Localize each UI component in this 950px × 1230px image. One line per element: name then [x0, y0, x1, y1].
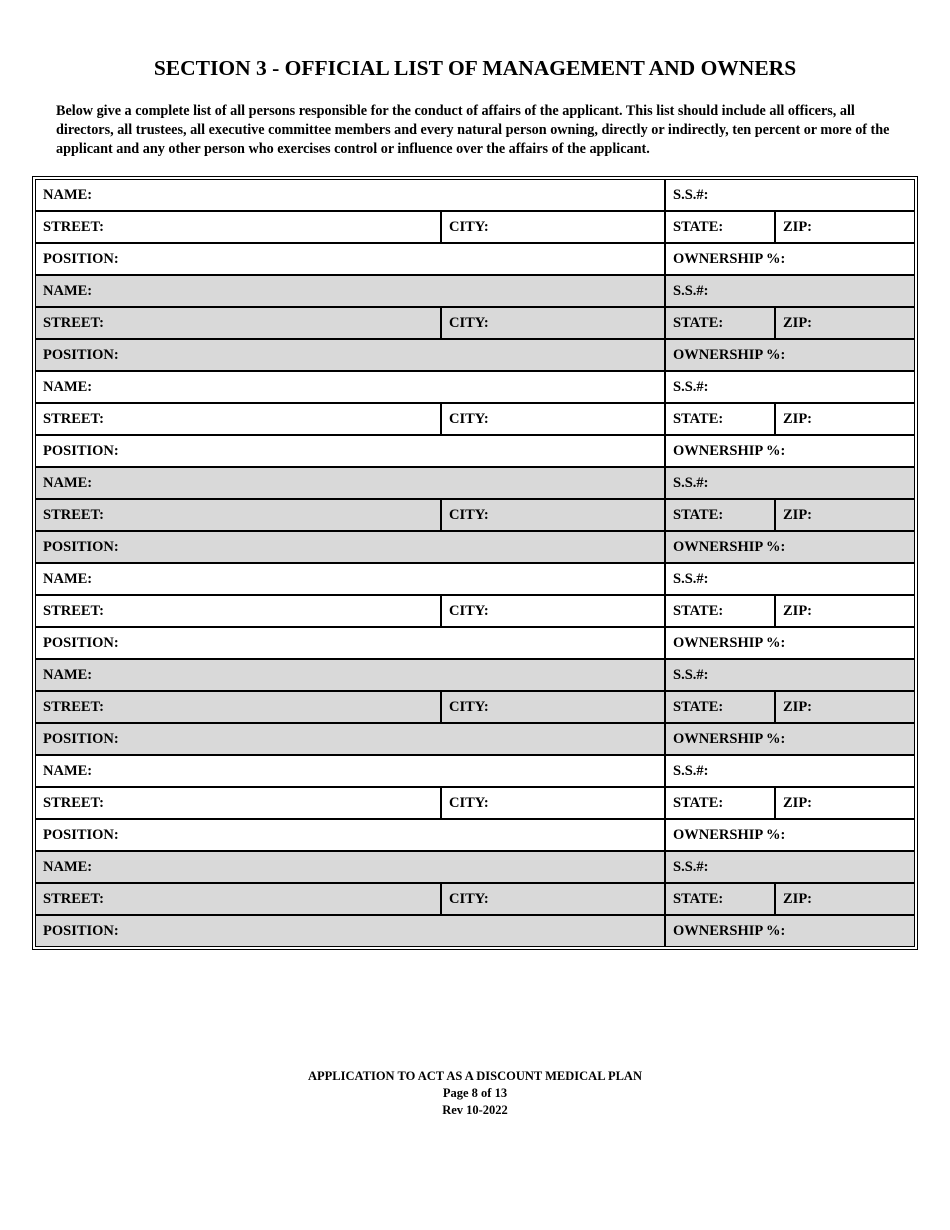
- ownership-percent-field[interactable]: OWNERSHIP %:: [665, 531, 915, 563]
- city-field[interactable]: CITY:: [441, 787, 665, 819]
- position-field[interactable]: POSITION:: [35, 819, 665, 851]
- state-field[interactable]: STATE:: [665, 787, 775, 819]
- ss-number-field[interactable]: S.S.#:: [665, 371, 915, 403]
- page-footer: [0, 1068, 950, 1119]
- street-field[interactable]: STREET:: [35, 307, 441, 339]
- ss-number-field[interactable]: S.S.#:: [665, 275, 915, 307]
- state-field[interactable]: STATE:: [665, 691, 775, 723]
- footer-form-title: APPLICATION TO ACT AS A DISCOUNT MEDICAL PLAN: [308, 1069, 642, 1083]
- state-field[interactable]: STATE:: [665, 211, 775, 243]
- zip-field[interactable]: ZIP:: [775, 883, 915, 915]
- zip-field[interactable]: ZIP:: [775, 691, 915, 723]
- zip-field[interactable]: ZIP:: [775, 499, 915, 531]
- person-entry: [35, 275, 915, 371]
- zip-field[interactable]: ZIP:: [775, 787, 915, 819]
- name-field[interactable]: NAME:: [35, 563, 665, 595]
- name-field[interactable]: NAME:: [35, 179, 665, 211]
- ownership-percent-field[interactable]: OWNERSHIP %:: [665, 915, 915, 947]
- zip-field[interactable]: ZIP:: [775, 403, 915, 435]
- ownership-percent-field[interactable]: OWNERSHIP %:: [665, 339, 915, 371]
- position-field[interactable]: POSITION:: [35, 435, 665, 467]
- ownership-percent-field[interactable]: OWNERSHIP %:: [665, 243, 915, 275]
- name-field[interactable]: NAME:: [35, 755, 665, 787]
- zip-field[interactable]: ZIP:: [775, 307, 915, 339]
- state-field[interactable]: STATE:: [665, 499, 775, 531]
- position-field[interactable]: POSITION:: [35, 723, 665, 755]
- city-field[interactable]: CITY:: [441, 691, 665, 723]
- name-field[interactable]: NAME:: [35, 467, 665, 499]
- ss-number-field[interactable]: S.S.#:: [665, 467, 915, 499]
- city-field[interactable]: CITY:: [441, 211, 665, 243]
- name-field[interactable]: NAME:: [35, 659, 665, 691]
- state-field[interactable]: STATE:: [665, 883, 775, 915]
- zip-field[interactable]: ZIP:: [775, 211, 915, 243]
- ss-number-field[interactable]: S.S.#:: [665, 755, 915, 787]
- street-field[interactable]: STREET:: [35, 211, 441, 243]
- state-field[interactable]: STATE:: [665, 595, 775, 627]
- person-entry: [35, 659, 915, 755]
- position-field[interactable]: POSITION:: [35, 243, 665, 275]
- footer-revision: Rev 10-2022: [442, 1103, 508, 1117]
- city-field[interactable]: CITY:: [441, 883, 665, 915]
- management-owners-form: [32, 176, 918, 950]
- street-field[interactable]: STREET:: [35, 787, 441, 819]
- city-field[interactable]: CITY:: [441, 403, 665, 435]
- person-entry: [35, 371, 915, 467]
- person-entry: [35, 467, 915, 563]
- ownership-percent-field[interactable]: OWNERSHIP %:: [665, 819, 915, 851]
- city-field[interactable]: CITY:: [441, 595, 665, 627]
- footer-page-number: Page 8 of 13: [442, 1086, 508, 1100]
- name-field[interactable]: NAME:: [35, 371, 665, 403]
- name-field[interactable]: NAME:: [35, 851, 665, 883]
- position-field[interactable]: POSITION:: [35, 915, 665, 947]
- street-field[interactable]: STREET:: [35, 883, 441, 915]
- ownership-percent-field[interactable]: OWNERSHIP %:: [665, 723, 915, 755]
- position-field[interactable]: POSITION:: [35, 339, 665, 371]
- person-entry: [35, 755, 915, 851]
- ss-number-field[interactable]: S.S.#:: [665, 179, 915, 211]
- person-entry: [35, 563, 915, 659]
- zip-field[interactable]: ZIP:: [775, 595, 915, 627]
- ownership-percent-field[interactable]: OWNERSHIP %:: [665, 627, 915, 659]
- street-field[interactable]: STREET:: [35, 595, 441, 627]
- state-field[interactable]: STATE:: [665, 403, 775, 435]
- person-entry: [35, 179, 915, 275]
- city-field[interactable]: CITY:: [441, 499, 665, 531]
- form-inner: [35, 179, 915, 947]
- page-title: SECTION 3 - OFFICIAL LIST OF MANAGEMENT AND OWNERS: [153, 56, 797, 80]
- street-field[interactable]: STREET:: [35, 691, 441, 723]
- ss-number-field[interactable]: S.S.#:: [665, 563, 915, 595]
- name-field[interactable]: NAME:: [35, 275, 665, 307]
- ownership-percent-field[interactable]: OWNERSHIP %:: [665, 435, 915, 467]
- person-entry: [35, 851, 915, 947]
- ss-number-field[interactable]: S.S.#:: [665, 659, 915, 691]
- ss-number-field[interactable]: S.S.#:: [665, 851, 915, 883]
- state-field[interactable]: STATE:: [665, 307, 775, 339]
- street-field[interactable]: STREET:: [35, 403, 441, 435]
- street-field[interactable]: STREET:: [35, 499, 441, 531]
- instructions-paragraph: Below give a complete list of all persons responsible for the conduct of affairs of the applicant. This list should include all officers, all directors, all trustees, all executive committee members and every natural person owning, directly or indirectly, ten percent or more of the applicant and any other person who exercises control or influence over the affairs of the applicant.: [56, 103, 890, 157]
- position-field[interactable]: POSITION:: [35, 627, 665, 659]
- position-field[interactable]: POSITION:: [35, 531, 665, 563]
- city-field[interactable]: CITY:: [441, 307, 665, 339]
